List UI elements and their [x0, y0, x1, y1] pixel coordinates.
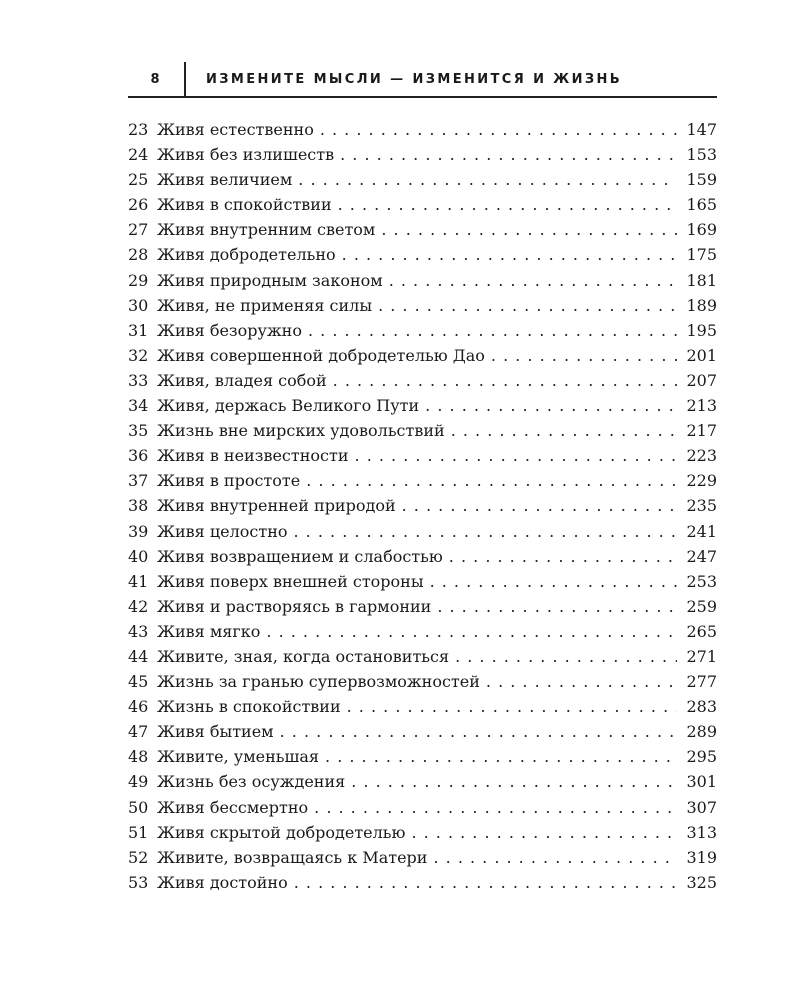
page-reference: 159	[686, 170, 717, 190]
chapter-title: Живя, держась Великого Пути	[157, 396, 420, 416]
chapter-number: 28	[128, 245, 149, 265]
chapter-number: 45	[128, 672, 149, 692]
page-reference: 307	[686, 797, 717, 817]
page-reference: 189	[686, 295, 717, 315]
book-title: ИЗМЕНИТЕ МЫСЛИ — ИЗМЕНИТСЯ И ЖИЗНЬ	[206, 72, 623, 87]
chapter-number: 34	[128, 396, 149, 416]
page-reference: 223	[686, 446, 717, 466]
dot-leader	[298, 170, 677, 189]
chapter-title: Живя, владея собой	[157, 370, 327, 390]
chapter-number: 47	[128, 722, 149, 742]
chapter-number: 35	[128, 421, 149, 441]
dot-leader	[425, 396, 677, 415]
dot-leader	[381, 220, 677, 239]
page-reference: 165	[686, 195, 717, 215]
page-reference: 289	[686, 722, 717, 742]
chapter-number: 31	[128, 320, 149, 340]
toc-entry	[128, 170, 717, 195]
toc-entry	[128, 798, 717, 823]
chapter-number: 46	[128, 697, 149, 717]
page-reference: 295	[686, 747, 717, 767]
chapter-number: 50	[128, 797, 149, 817]
chapter-number: 44	[128, 646, 149, 666]
chapter-number: 23	[128, 120, 149, 139]
page-reference: 235	[686, 496, 717, 516]
dot-leader	[294, 873, 677, 892]
toc-entry	[128, 471, 717, 496]
chapter-title: Живя, не применяя силы	[157, 295, 373, 315]
toc-entry	[128, 572, 717, 597]
chapter-title: Живя бытием	[157, 722, 274, 742]
toc-entry	[128, 371, 717, 396]
chapter-title: Жизнь без осуждения	[157, 772, 346, 792]
table-of-contents	[128, 120, 717, 898]
chapter-number: 42	[128, 596, 149, 616]
toc-entry	[128, 647, 717, 672]
chapter-title: Живя в простоте	[157, 471, 301, 491]
chapter-title: Живя внутренним светом	[157, 220, 376, 240]
toc-entry	[128, 522, 717, 547]
dot-leader	[378, 296, 677, 315]
chapter-number: 53	[128, 872, 149, 892]
chapter-title: Живя добродетельно	[157, 245, 336, 265]
dot-leader	[333, 371, 677, 390]
dot-leader	[451, 421, 677, 440]
dot-leader	[306, 471, 677, 490]
chapter-number: 51	[128, 822, 149, 842]
dot-leader	[338, 195, 677, 214]
toc-entry	[128, 220, 717, 245]
page-reference: 301	[686, 772, 717, 792]
page-reference: 181	[686, 270, 717, 290]
chapter-title: Живя безоружно	[157, 320, 302, 340]
page-reference: 217	[686, 421, 717, 441]
page-reference: 147	[686, 120, 717, 139]
dot-leader	[320, 120, 677, 139]
dot-leader	[266, 622, 677, 641]
dot-leader	[455, 647, 677, 666]
page-reference: 175	[686, 245, 717, 265]
dot-leader	[294, 522, 678, 541]
chapter-title: Живя в спокойствии	[157, 195, 332, 215]
toc-entry	[128, 496, 717, 521]
toc-entry	[128, 120, 717, 145]
chapter-number: 40	[128, 546, 149, 566]
chapter-number: 52	[128, 847, 149, 867]
chapter-title: Живя бессмертно	[157, 797, 309, 817]
header-divider	[184, 62, 186, 98]
chapter-title: Живя мягко	[157, 621, 261, 641]
chapter-title: Живите, возвращаясь к Матери	[157, 847, 428, 867]
dot-leader	[325, 747, 677, 766]
toc-entry	[128, 296, 717, 321]
chapter-number: 27	[128, 220, 149, 240]
chapter-title: Живя естественно	[157, 120, 314, 139]
page-reference: 319	[686, 847, 717, 867]
chapter-number: 25	[128, 170, 149, 190]
chapter-number: 24	[128, 145, 149, 165]
toc-entry	[128, 271, 717, 296]
chapter-number: 49	[128, 772, 149, 792]
dot-leader	[347, 697, 677, 716]
dot-leader	[402, 496, 677, 515]
dot-leader	[340, 145, 677, 164]
toc-entry	[128, 396, 717, 421]
dot-leader	[486, 672, 677, 691]
toc-entry	[128, 421, 717, 446]
page-reference: 153	[686, 145, 717, 165]
toc-entry	[128, 622, 717, 647]
chapter-number: 26	[128, 195, 149, 215]
chapter-number: 30	[128, 295, 149, 315]
page-reference: 195	[686, 320, 717, 340]
toc-entry	[128, 873, 717, 898]
page-reference: 213	[686, 396, 717, 416]
page-reference: 201	[686, 345, 717, 365]
dot-leader	[342, 245, 677, 264]
page-number: 8	[150, 72, 160, 87]
toc-entry	[128, 697, 717, 722]
chapter-number: 38	[128, 496, 149, 516]
chapter-number: 33	[128, 370, 149, 390]
page-reference: 325	[686, 872, 717, 892]
toc-entry	[128, 772, 717, 797]
chapter-title: Живя поверх внешней стороны	[157, 571, 424, 591]
chapter-number: 41	[128, 571, 149, 591]
page-reference: 241	[686, 521, 717, 541]
page-reference: 229	[686, 471, 717, 491]
toc-entry	[128, 823, 717, 848]
toc-entry	[128, 195, 717, 220]
chapter-title: Жизнь в спокойствии	[157, 697, 341, 717]
chapter-title: Живя целостно	[157, 521, 288, 541]
chapter-number: 32	[128, 345, 149, 365]
chapter-title: Живя в неизвестности	[157, 446, 349, 466]
page-reference: 271	[686, 646, 717, 666]
toc-entry	[128, 672, 717, 697]
toc-entry	[128, 547, 717, 572]
dot-leader	[280, 722, 677, 741]
dot-leader	[308, 321, 677, 340]
toc-entry	[128, 321, 717, 346]
page-reference: 283	[686, 697, 717, 717]
dot-leader	[437, 597, 677, 616]
toc-entry	[128, 245, 717, 270]
page-reference: 207	[686, 370, 717, 390]
chapter-title: Живя без излишеств	[157, 145, 335, 165]
chapter-number: 36	[128, 446, 149, 466]
dot-leader	[449, 547, 677, 566]
dot-leader	[430, 572, 677, 591]
chapter-title: Живя и растворяясь в гармонии	[157, 596, 432, 616]
toc-entry	[128, 747, 717, 772]
page-reference: 277	[686, 672, 717, 692]
dot-leader	[491, 346, 677, 365]
chapter-title: Живя природным законом	[157, 270, 383, 290]
chapter-title: Живя возвращением и слабостью	[157, 546, 443, 566]
running-header	[128, 62, 717, 98]
chapter-title: Жизнь за гранью супервозможностей	[157, 672, 480, 692]
chapter-title: Живя внутренней природой	[157, 496, 396, 516]
page-reference: 259	[686, 596, 717, 616]
toc-entry	[128, 145, 717, 170]
page-reference: 169	[686, 220, 717, 240]
page-reference: 265	[686, 621, 717, 641]
chapter-number: 48	[128, 747, 149, 767]
chapter-title: Живите, зная, когда остановиться	[157, 646, 450, 666]
chapter-title: Живя достойно	[157, 872, 288, 892]
page-reference: 247	[686, 546, 717, 566]
dot-leader	[411, 823, 677, 842]
chapter-title: Живя совершенной добродетелью Дао	[157, 345, 485, 365]
chapter-title: Жизнь вне мирских удовольствий	[157, 421, 445, 441]
chapter-number: 37	[128, 471, 149, 491]
toc-entry	[128, 848, 717, 873]
toc-entry	[128, 446, 717, 471]
dot-leader	[389, 271, 677, 290]
toc-entry	[128, 597, 717, 622]
toc-entry	[128, 722, 717, 747]
chapter-title: Живите, уменьшая	[157, 747, 320, 767]
chapter-title: Живя величием	[157, 170, 293, 190]
chapter-number: 39	[128, 521, 149, 541]
chapter-number: 43	[128, 621, 149, 641]
page-reference: 253	[686, 571, 717, 591]
chapter-number: 29	[128, 270, 149, 290]
toc-entry	[128, 346, 717, 371]
dot-leader	[355, 446, 677, 465]
page-reference: 313	[686, 822, 717, 842]
dot-leader	[433, 848, 677, 867]
dot-leader	[314, 798, 677, 817]
dot-leader	[351, 772, 677, 791]
chapter-title: Живя скрытой добродетелью	[157, 822, 406, 842]
